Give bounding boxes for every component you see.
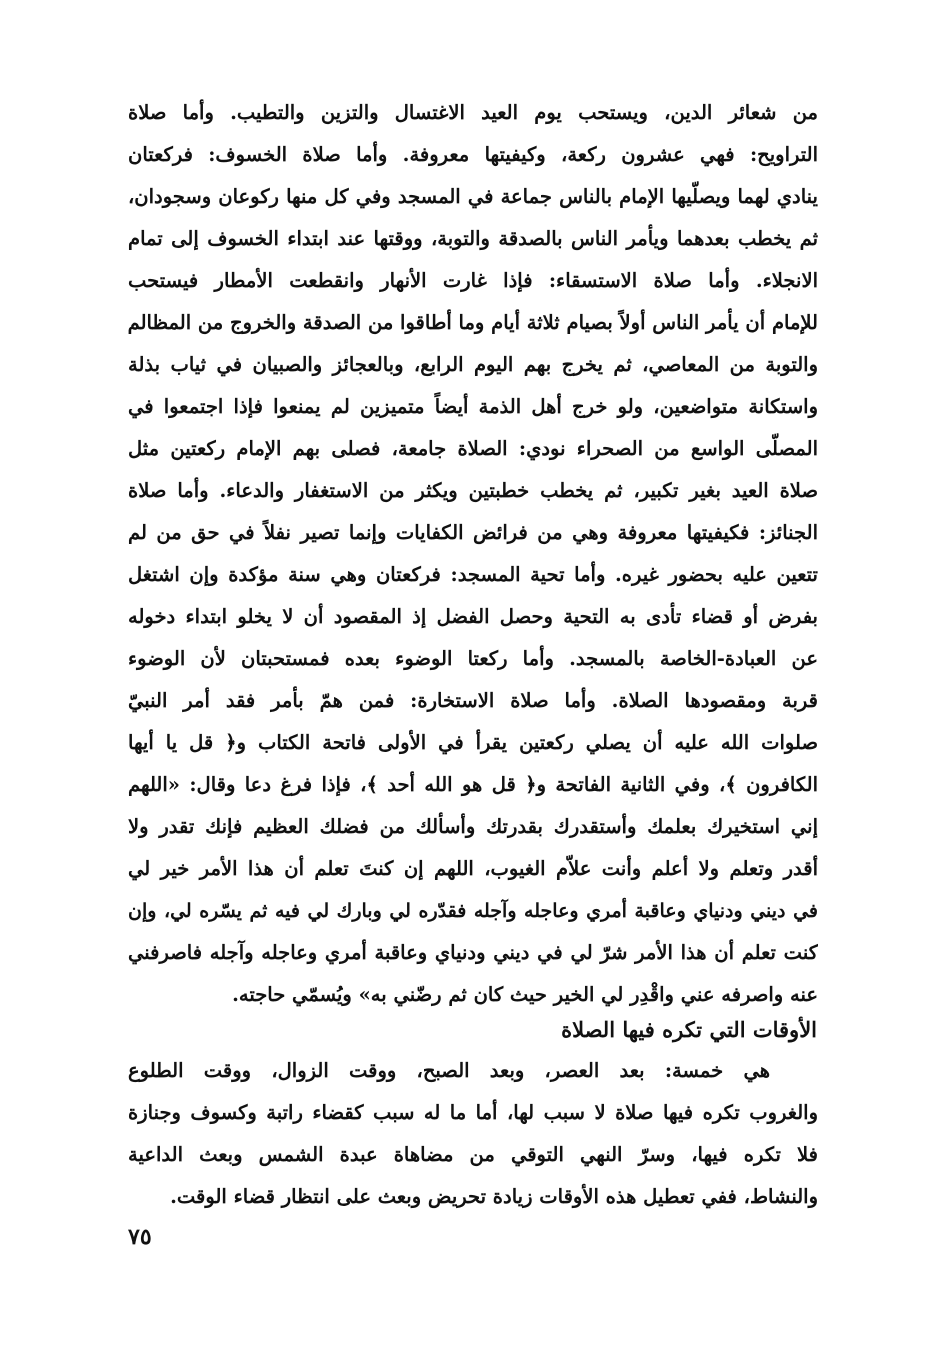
text-line: صلاة العيد بغير تكبير، ثم يخطب خطبتين ويكثر من الاستغفار والدعاء. وأما صلاة <box>128 479 818 502</box>
text-line: من شعائر الدين، ويستحب يوم العيد الاغتسال والتزين والتطيب. وأما صلاة <box>128 101 818 124</box>
text-line: والنشاط، ففي تعطيل هذه الأوقات زيادة تحريض وبعث على انتظار قضاء الوقت. <box>170 1185 818 1208</box>
text-line: الجنائز: فكيفيتها معروفة وهي من فرائض الكفايات وإنما تصير نفلاً في حق من لم <box>128 521 818 544</box>
text-line: صلوات الله عليه أن يصلي ركعتين يقرأ في الأولى فاتحة الكتاب و﴿ قل يا أيها <box>128 731 818 754</box>
text-line: أقدر وتعلم ولا أعلم وأنت علاّم الغيوب، اللهم إن كنتَ تعلم أن هذا الأمر خير لي <box>128 857 818 880</box>
text-line: عن العبادة-الخاصة بالمسجد. وأما ركعتا الوضوء بعده فمستحبتان لأن الوضوء <box>128 647 818 670</box>
text-line: والتوبة من المعاصي، ثم يخرج بهم اليوم الرابع، وبالعجائز والصبيان في ثياب بذلة <box>128 353 818 376</box>
text-line: التراويح: فهي عشرون ركعة، وكيفيتها معروفة. وأما صلاة الخسوف: فركعتان <box>128 143 818 166</box>
text-line: تتعين عليه بحضور غيره. وأما تحية المسجد: فركعتان وهي سنة مؤكدة وإن اشتغل <box>128 563 818 586</box>
text-line: فلا تكره فيها، وسرّ النهي التوقي من مضاهاة عبدة الشمس وبعث الداعية <box>128 1143 818 1166</box>
text-line: ينادي لهما ويصلّيها الإمام بالناس جماعة في المسجد وفي كل منها ركوعان وسجودان، <box>128 185 818 208</box>
section-heading: الأوقات التي تكره فيها الصلاة <box>561 1017 817 1042</box>
text-line: إني استخيرك بعلمك وأستقدرك بقدرتك وأسألك من فضلك العظيم فإنك تقدر ولا <box>128 815 818 838</box>
text-line: قربة ومقصودها الصلاة. وأما صلاة الاستخارة: فمن همّ بأمر فقد أمر النبيّ <box>128 689 818 712</box>
text-line: الانجلاء. وأما صلاة الاستسقاء: فإذا غارت الأنهار وانقطعت الأمطار فيستحب <box>128 269 818 292</box>
text-line: بفرض أو قضاء تأدى به التحية وحصل الفضل إذ المقصود أن لا يخلو ابتداء دخوله <box>128 605 818 628</box>
text-line: في ديني ودنياي وعاقبة أمري وعاجله وآجله فقدّره لي وبارك لي فيه ثم يسّره لي، وإن <box>128 900 818 922</box>
text-line: واستكانة متواضعين، ولو خرج أهل الذمة أيضاً متميزين لم يمنعوا فإذا اجتمعوا في <box>128 395 818 418</box>
times-paragraph <box>128 1050 818 1218</box>
text-line: عنه واصرفه عني واقْدِر لي الخير حيث كان ثم رضّني به» ويُسمّي حاجته. <box>232 983 818 1006</box>
text-line: هي خمسة: بعد العصر، وبعد الصبح، ووقت الزوال، ووقت الطلوع <box>128 1059 770 1082</box>
text-line: والغروب تكره فيها صلاة لا سبب لها، أما ما له سبب كقضاء راتبة وكسوف وجنازة <box>128 1101 818 1124</box>
page-number: ٧٥ <box>128 1224 152 1250</box>
text-line: المصلّى الواسع من الصحراء نودي: الصلاة جامعة، فصلى بهم الإمام ركعتين مثل <box>128 437 818 460</box>
text-line: الكافرون ﴾، وفي الثانية الفاتحة و﴿ قل هو الله أحد ﴾، فإذا فرغ دعا وقال: «اللهم <box>128 773 818 796</box>
text-line: كنت تعلم أن هذا الأمر شرّ لي في ديني ودنياي وعاقبة أمري وعاجله وآجله فاصرفني <box>128 941 818 964</box>
main-paragraph <box>128 92 818 1016</box>
text-line: ثم يخطب بعدهما ويأمر الناس بالصدقة والتوبة، ووقتها عند ابتداء الخسوف إلى تمام <box>128 227 818 250</box>
text-line: للإمام أن يأمر الناس أولاً بصيام ثلاثة أيام وما أطاقوا من الصدقة والخروج من المظالم <box>128 311 818 334</box>
